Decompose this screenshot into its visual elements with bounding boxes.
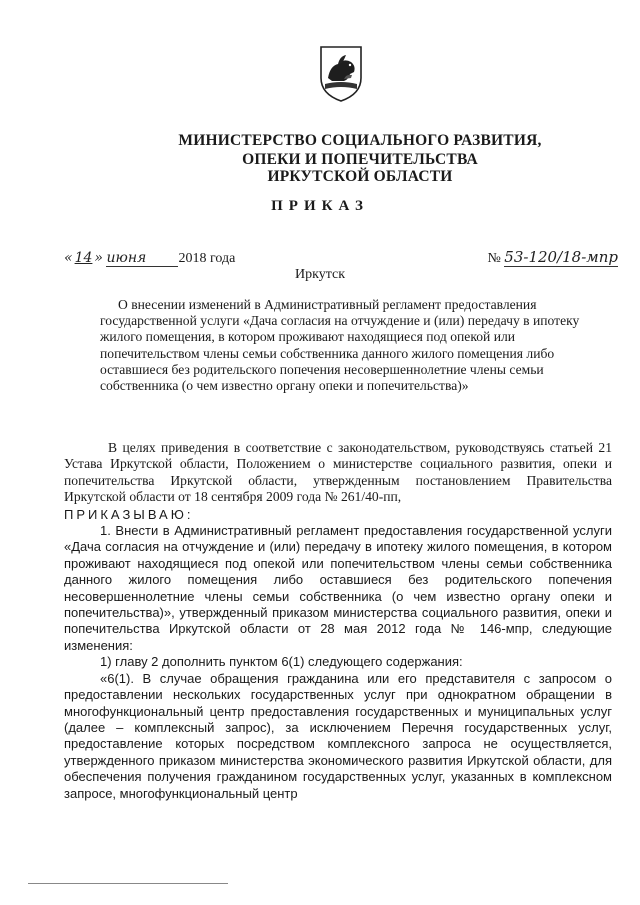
coat-of-arms-emblem [318, 44, 364, 104]
ministry-name-line-1: МИНИСТЕРСТВО СОЦИАЛЬНОГО РАЗВИТИЯ, [178, 132, 542, 149]
item-1-quoted-paragraph: «6(1). В случае обращения гражданина или его представителя с запросом о предоставлении нескольких государственных услуг при однократном обращении в многофункциональный центр предоставления государственных и муниципальных услуг (далее – комплексный запрос), за исключением Перечня государственных услуг, предоставление которых посредством комплексного запроса не осуществляется, утвержденного приказом министерства экономического развития Иркутской области, для обеспечения получения гражданином государственных услуг, указанных в комплексном запросе, многофункциональный центр [64, 670, 612, 801]
order-subject-text: О внесении изменений в Административный регламент предоставления государственной услуги «Дача согласия на отчуждение и (или) передачу в ипотеку жилого помещения, в котором проживают находящиеся под опекой или попечительством члены семьи собственника данного жилого помещения либо оставшиеся без родительского попечения несовершеннолетние члены семьи собственника (о чем известно органу опеки и попечительства)» [100, 297, 580, 394]
date-close-quote: » [94, 250, 103, 266]
order-body [64, 440, 612, 802]
ministry-name-line-2: ОПЕКИ И ПОПЕЧИТЕЛЬСТВА [242, 151, 478, 168]
ministry-name-line-3: ИРКУТСКОЙ ОБЛАСТИ [267, 168, 453, 185]
date-year: 2018 года [178, 251, 236, 266]
order-date [64, 250, 235, 267]
decree-word: ПРИКАЗЫВАЮ: [64, 506, 194, 522]
page-bottom-rule [28, 883, 228, 884]
item-1-subitem-1: 1) главу 2 дополнить пунктом 6(1) следующего содержания: [100, 654, 463, 670]
document-city: Иркутск [294, 267, 346, 282]
order-number-value: 53-120/18-мпр [504, 248, 618, 266]
date-month: июня [106, 250, 178, 267]
item-1-paragraph: 1. Внести в Административный регламент предоставления государственной услуги «Дача согласия на отчуждение и (или) передачу в ипотеку жилого помещения, в котором проживают находящиеся под опекой или попечительством члены семьи собственника данного жилого помещения либо оставшиеся без родительского попечения несовершеннолетние члены семьи собственника (о чем известно органу опеки и попечительства)», утвержденный приказом министерства социального развития, опеки и попечительства Иркутской области от 28 мая 2012 года № 146-мпр, следующие изменения: [64, 523, 612, 653]
date-day: 14 [74, 250, 93, 266]
preamble-paragraph: В целях приведения в соответствие с законодательством, руководствуясь статьей 21 Устава Иркутской области, Положением о министерстве социального развития, опеки и попечительства Иркутской области, утвержденным постановлением Правительства Иркутской области от 18 сентября 2009 года № 261/40-пп, [64, 440, 612, 505]
document-type-title: ПРИКАЗ [271, 198, 369, 214]
date-open-quote: « [64, 250, 73, 266]
order-number-prefix: № [487, 251, 501, 266]
order-subject [100, 297, 612, 394]
order-number [487, 248, 618, 267]
